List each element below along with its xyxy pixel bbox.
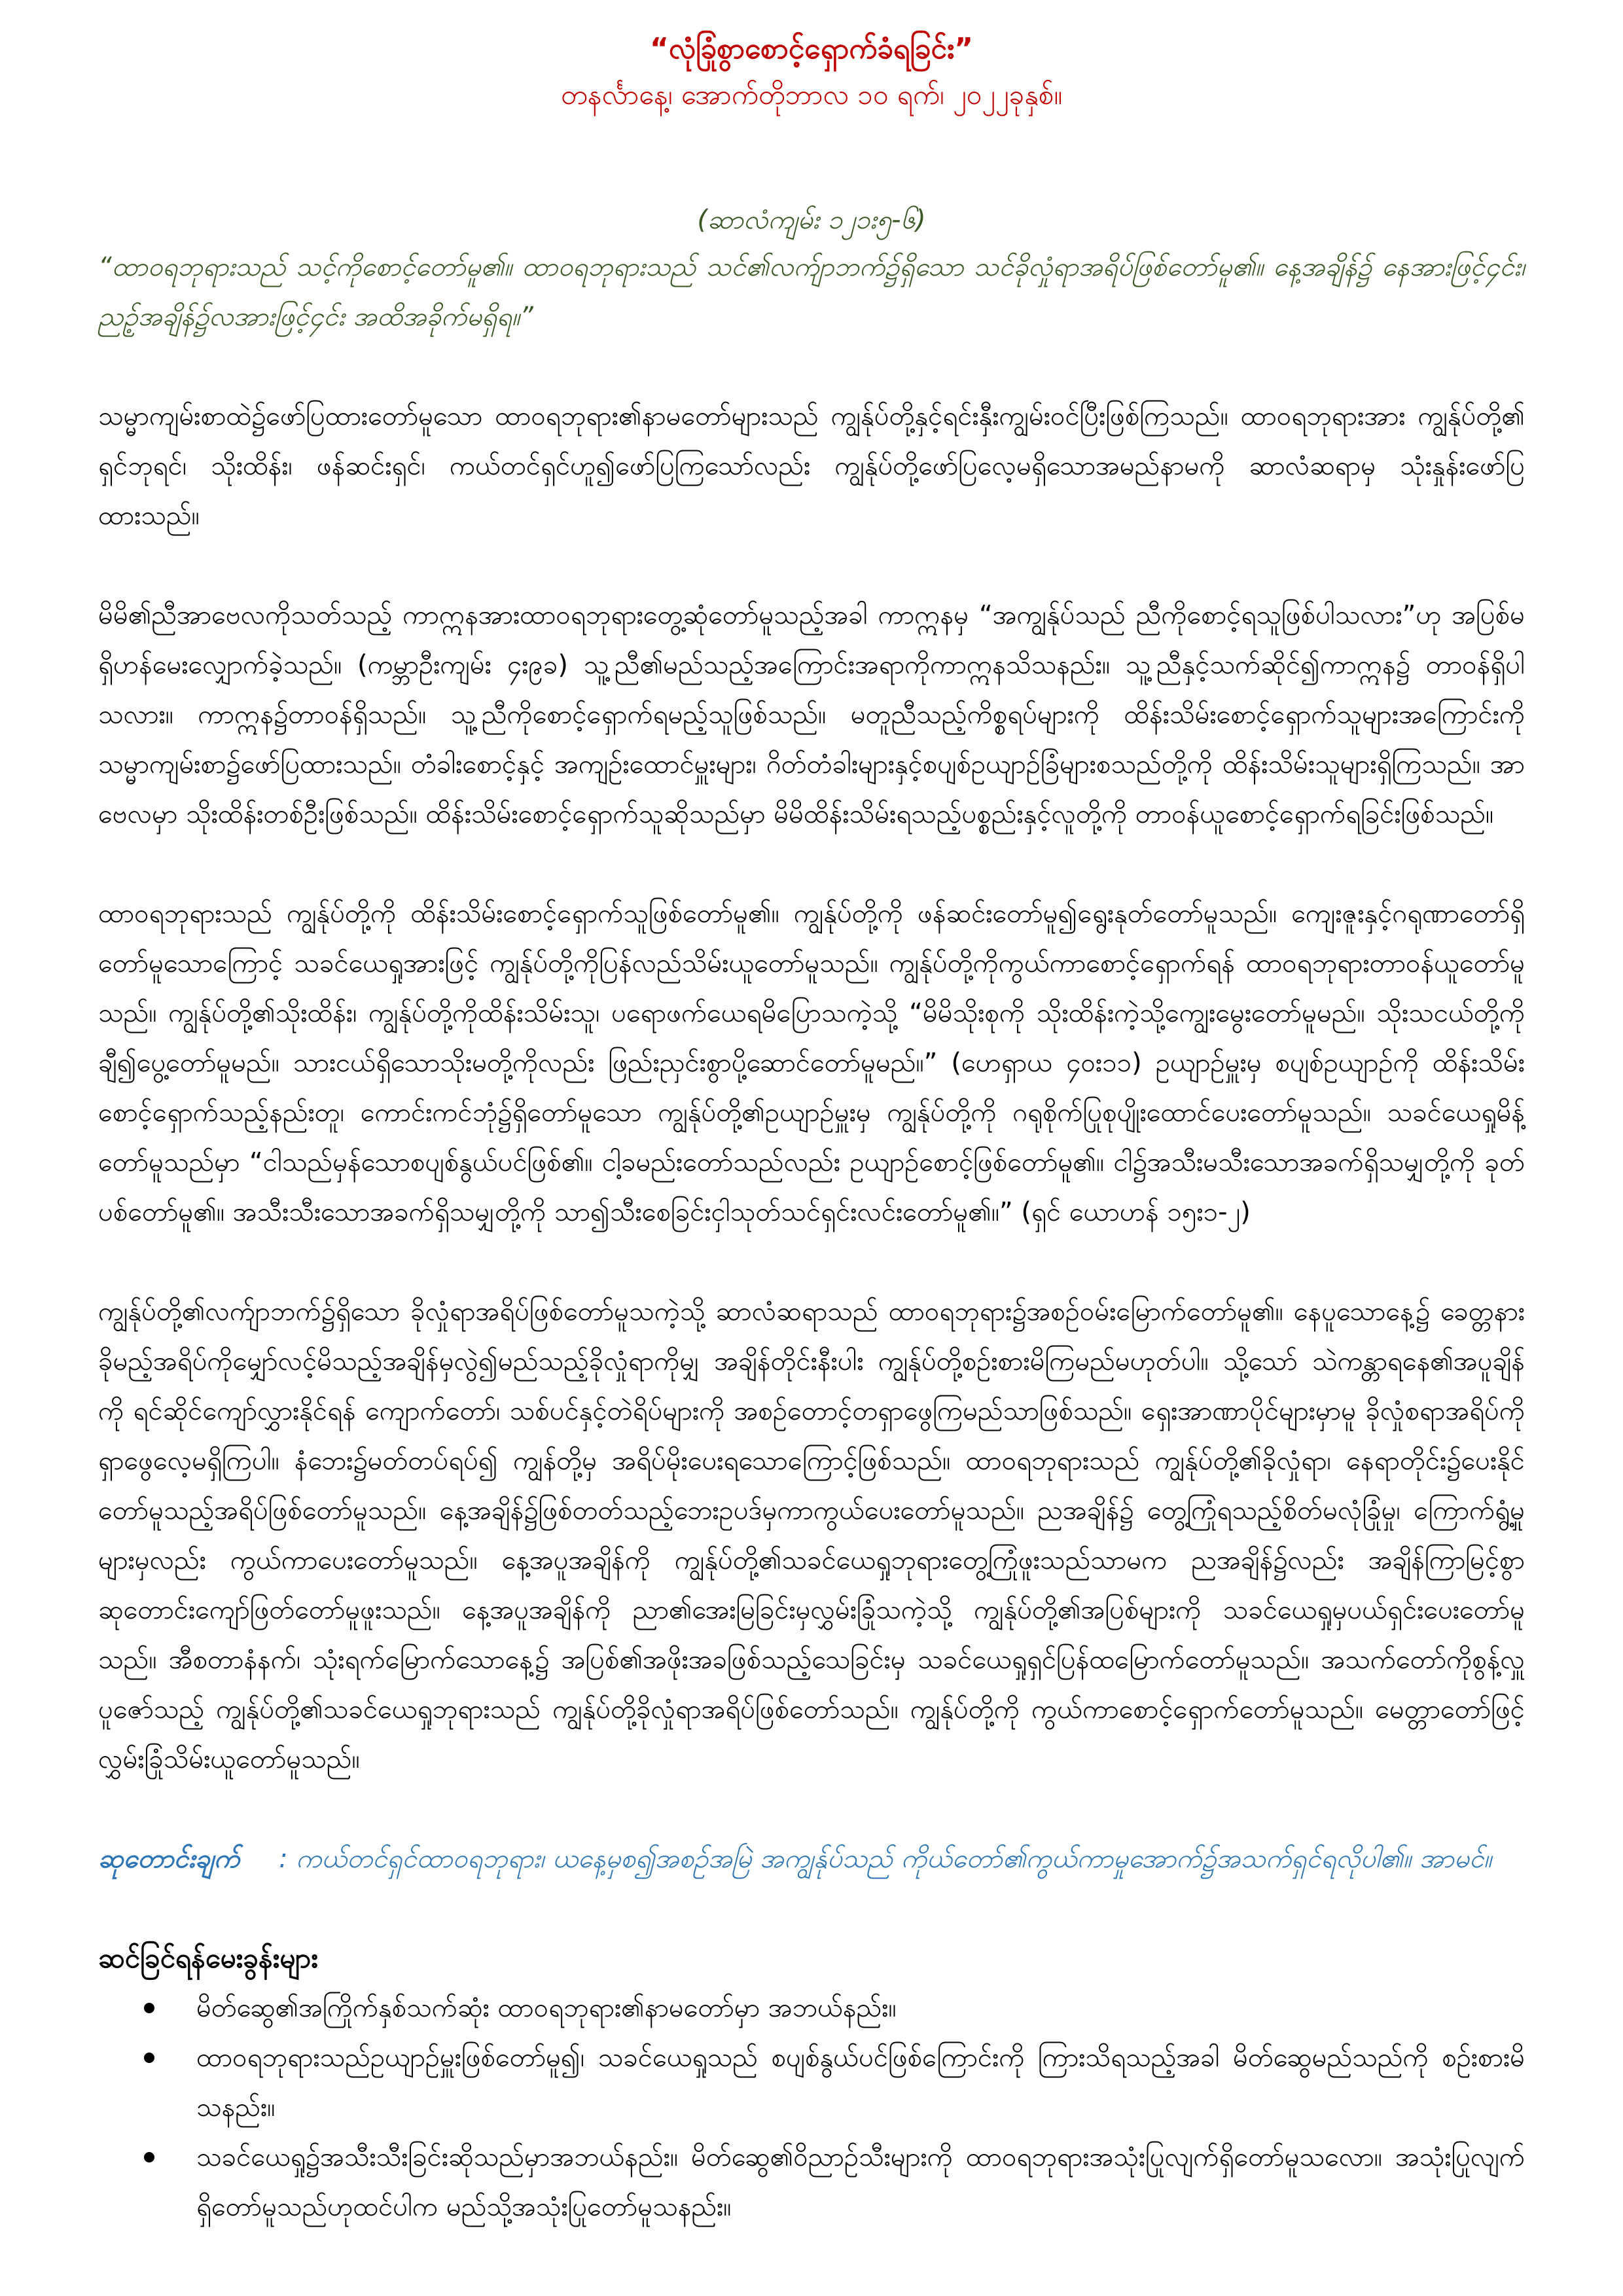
question-item: [98, 2132, 1525, 2232]
prayer-text: : ကယ်တင်ရှင်ထာဝရဘုရား၊ ယနေ့မှစ၍အစဉ်အမြဲ အကျွန်ုပ်သည် ကိုယ်တော်၏ကွယ်ကာမှုအောက်၌အသက်ရှင်ရလိုပါ၏။ အာမင်။: [279, 1844, 1492, 1874]
question-item: [98, 1983, 1525, 2033]
prayer-label: ဆုတောင်းချက်: [98, 1844, 240, 1874]
prayer-summary: [98, 1834, 1525, 1884]
body-paragraph-2: မိမိ၏ညီအာဗေလကိုသတ်သည့် ကာဣနအားထာဝရဘုရားတွေ့ဆုံတော်မူသည့်အခါ ကာဣနမှ “အကျွန်ုပ်သည် ညီကိုစောင့်ရသူဖြစ်ပါသလား”ဟု အပြစ်မရှိဟန်မေးလျှောက်ခဲ့သည်။ (ကမ္ဘာဦးကျမ်း ၄း၉ခ) သူ့ညီ၏မည်သည့်အကြောင်းအရာကိုကာဣနသိသနည်း။ သူ့ညီနှင့်သက်ဆိုင်၍ကာဣန၌ တာဝန်ရှိပါသလား။ ကာဣန၌တာဝန်ရှိသည်။ သူ့ညီကိုစောင့်ရှောက်ရမည့်သူဖြစ်သည်။ မတူညီသည့်ကိစ္စရပ်များကို ထိန်းသိမ်းစောင့်ရှောက်သူများအကြောင်းကို သမ္မာကျမ်းစာ၌ဖော်ပြထားသည်။ တံခါးစောင့်နှင့် အကျဉ်းထောင်မှူးများ၊ ဂိတ်တံခါးများနှင့်စပျစ်ဥယျာဉ်ခြံများစသည်တို့ကို ထိန်းသိမ်းသူများရှိကြသည်။ အာဗေလမှာ သိုးထိန်းတစ်ဦးဖြစ်သည်။ ထိန်းသိမ်းစောင့်ရှောက်သူဆိုသည်မှာ မိမိထိန်းသိမ်းရသည့်ပစ္စည်းနှင့်လူတို့ကို တာဝန်ယူစောင့်ရှောက်ရခြင်းဖြစ်သည်။: [98, 600, 1525, 829]
questions-heading: ဆင်ခြင်ရန်မေးခွန်းများ: [98, 1942, 318, 1974]
bullet-icon: [144, 2003, 154, 2013]
page-title: “လုံခြုံစွာစောင့်ရှောက်ခံရခြင်း”: [649, 32, 974, 65]
body-paragraph-3: ထာဝရဘုရားသည် ကျွန်ုပ်တို့ကို ထိန်းသိမ်းစောင့်ရှောက်သူဖြစ်တော်မူ၏။ ကျွန်ုပ်တို့ကို ဖန်ဆင်းတော်မူ၍ရွေးနုတ်တော်မူသည်။ ကျေးဇူးနှင့်ဂရုဏာတော်ရှိတော်မူသောကြောင့် သခင်ယေရှုအားဖြင့် ကျွန်ုပ်တို့ကိုပြန်လည်သိမ်းယူတော်မူသည်။ ကျွန်ုပ်တို့ကိုကွယ်ကာစောင့်ရှောက်ရန် ထာဝရဘုရားတာဝန်ယူတော်မူသည်။ ကျွန်ုပ်တို့၏သိုးထိန်း၊ ကျွန်ုပ်တို့ကိုထိန်းသိမ်းသူ၊ ပရောဖက်ယေရမိပြောသကဲ့သို့ “မိမိသိုးစုကို သိုးထိန်းကဲ့သို့ကျွေးမွေးတော်မူမည်။ သိုးသငယ်တို့ကို ချီ၍ပွေ့တော်မူမည်။ သားငယ်ရှိသောသိုးမတို့ကိုလည်း ဖြည်းညှင်းစွာပို့ဆောင်တော်မူမည်။” (ဟေရှာယ ၄၀း၁၁) ဥယျာဉ်မှူးမှ စပျစ်ဥယျာဉ်ကို ထိန်းသိမ်းစောင့်ရှောက်သည့်နည်းတူ၊ ကောင်းကင်ဘုံ၌ရှိတော်မူသော ကျွန်ုပ်တို့၏ဥယျာဉ်မှူးမှ ကျွန်ုပ်တို့ကို ဂရုစိုက်ပြုစုပျိုးထောင်ပေးတော်မူသည်။ သခင်ယေရှုမိန့်တော်မူသည်မှာ “ငါသည်မှန်သောစပျစ်နွယ်ပင်ဖြစ်၏။ ငါ့ခမည်းတော်သည်လည်း ဥယျာဉ်စောင့်ဖြစ်တော်မူ၏။ ငါ၌အသီးမသီးသောအခက်ရှိသမျှတို့ကို ခုတ်ပစ်တော်မူ၏။ အသီးသီးသောအခက်ရှိသမျှတို့ကို သာ၍သီးစေခြင်းငှါသုတ်သင်ရှင်းလင်းတော်မူ၏။” (ရှင် ယောဟန် ၁၅း၁-၂): [98, 899, 1525, 1227]
question-text: ထာဝရဘုရားသည်ဥယျာဉ်မှူးဖြစ်တော်မူ၍၊ သခင်ယေရှုသည် စပျစ်နွယ်ပင်ဖြစ်ကြောင်းကို ကြားသိရသည့်အခါ မိတ်ဆွေမည်သည်ကို စဉ်းစားမိသနည်း။: [196, 2043, 1525, 2123]
verse-text: “ထာဝရဘုရားသည် သင့်ကိုစောင့်တော်မူ၏။ ထာဝရဘုရားသည် သင်၏လက်ျာဘက်၌ရှိသော သင်ခိုလှုံရာအရိပ်ဖြစ်တော်မူ၏။ နေ့အချိန်၌ နေအားဖြင့်၄င်း၊ ညဥ့်အချိန်၌လအားဖြင့်၄င်း အထိအခိုက်မရှိရ။”: [98, 252, 1525, 332]
bullet-icon: [144, 2152, 154, 2162]
devotional-page: [98, 26, 1525, 2232]
verse-reference: (ဆာလံကျမ်း ၁၂၁း၅-၆): [697, 205, 926, 235]
question-item: [98, 2033, 1525, 2132]
question-text: သခင်ယေရှု၌အသီးသီးခြင်းဆိုသည်မှာအဘယ်နည်း။ မိတ်ဆွေ၏ဝိညာဉ်သီးများကို ထာဝရဘုရားအသုံးပြုလျက်ရှိတော်မူသလော။ အသုံးပြုလျက်ရှိတော်မူသည်ဟုထင်ပါက မည်သို့အသုံးပြုတော်မူသနည်း။: [196, 2142, 1525, 2222]
bullet-icon: [144, 2053, 154, 2063]
body-paragraph-1: သမ္မာကျမ်းစာထဲ၌ဖော်ပြထားတော်မူသော ထာဝရဘုရား၏နာမတော်များသည် ကျွန်ုပ်တို့နှင့်ရင်းနှီးကျွမ်းဝင်ပြီးဖြစ်ကြသည်။ ထာဝရဘုရားအား ကျွန်ုပ်တို့၏ ရှင်ဘုရင်၊ သိုးထိန်း၊ ဖန်ဆင်းရှင်၊ ကယ်တင်ရှင်ဟူ၍ဖော်ပြကြသော်လည်း ကျွန်ုပ်တို့ဖော်ပြလေ့မရှိသောအမည်နာမကို ဆာလံဆရာမှ သုံးနှုန်းဖော်ပြထားသည်။: [98, 401, 1525, 531]
question-text: မိတ်ဆွေ၏အကြိုက်နှစ်သက်ဆုံး ထာဝရဘုရား၏နာမတော်မှာ အဘယ်နည်း။: [196, 1993, 897, 2023]
page-date: တနင်္လာနေ့၊ အောက်တိုဘာလ ၁၀ ရက်၊ ၂၀၂၂ခုနှစ်။: [560, 79, 1063, 111]
body-paragraph-4: ကျွန်ုပ်တို့၏လက်ျာဘက်၌ရှိသော ခိုလှုံရာအရိပ်ဖြစ်တော်မူသကဲ့သို့ ဆာလံဆရာသည် ထာဝရဘုရား၌အစဉ်ဝမ်းမြောက်တော်မူ၏။ နေပူသောနေ့၌ ခေတ္တနားခိုမည့်အရိပ်ကိုမျှော်လင့်မိသည့်အချိန်မှလွဲ၍မည်သည့်ခိုလှုံရာကိုမျှ အချိန်တိုင်းနီးပါး ကျွန်ုပ်တို့စဉ်းစားမိကြမည်မဟုတ်ပါ။ သို့သော် သဲကန္တာရနေ၏အပူချိန်ကို ရင်ဆိုင်ကျော်လွှားနိုင်ရန် ကျောက်တော်၊ သစ်ပင်နှင့်တဲရိပ်များကို အစဉ်တောင့်တရှာဖွေကြမည်သာဖြစ်သည်။ ရှေးအာဏာပိုင်များမှာမူ ခိုလှုံစရာအရိပ်ကိုရှာဖွေလေ့မရှိကြပါ။ နံဘေး၌မတ်တပ်ရပ်၍ ကျွန်တို့မှ အရိပ်မိုးပေးရသောကြောင့်ဖြစ်သည်။ ထာဝရဘုရားသည် ကျွန်ုပ်တို့၏ခိုလှုံရာ၊ နေရာတိုင်း၌ပေးနိုင်တော်မူသည့်အရိပ်ဖြစ်တော်မူသည်။ နေ့အချိန်၌ဖြစ်တတ်သည့်ဘေးဥပဒ်မှကာကွယ်ပေးတော်မူသည်။ ညအချိန်၌ တွေ့ကြုံရသည့်စိတ်မလုံခြုံမှု၊ ကြောက်ရွံ့မှုများမှလည်း ကွယ်ကာပေးတော်မူသည်။ နေ့အပူအချိန်ကို ကျွန်ုပ်တို့၏သခင်ယေရှုဘုရားတွေ့ကြုံဖူးသည်သာမက ညအချိန်၌လည်း အချိန်ကြာမြင့်စွာဆုတောင်းကျော်ဖြတ်တော်မူဖူးသည်။ နေ့အပူအချိန်ကို ညာ၏အေးမြခြင်းမှလွှမ်းခြုံသကဲ့သို့ ကျွန်ုပ်တို့၏အပြစ်များကို သခင်ယေရှုမှပယ်ရှင်းပေးတော်မူသည်။ အီစတာနံနက်၊ သုံးရက်မြောက်သောနေ့၌ အပြစ်၏အဖိုးအခဖြစ်သည့်သေခြင်းမှ သခင်ယေရှုရှင်ပြန်ထမြောက်တော်မူသည်။ အသက်တော်ကိုစွန့်လှူပူဇော်သည့် ကျွန်ုပ်တို့၏သခင်ယေရှုဘုရားသည် ကျွန်ုပ်တို့ခိုလှုံရာအရိပ်ဖြစ်တော်သည်။ ကျွန်ုပ်တို့ကို ကွယ်ကာစောင့်ရှောက်တော်မူသည်။ မေတ္တာတော်ဖြင့် လွှမ်းခြုံသိမ်းယူတော်မူသည်။: [98, 1297, 1525, 1774]
questions-list: [98, 1983, 1525, 2232]
